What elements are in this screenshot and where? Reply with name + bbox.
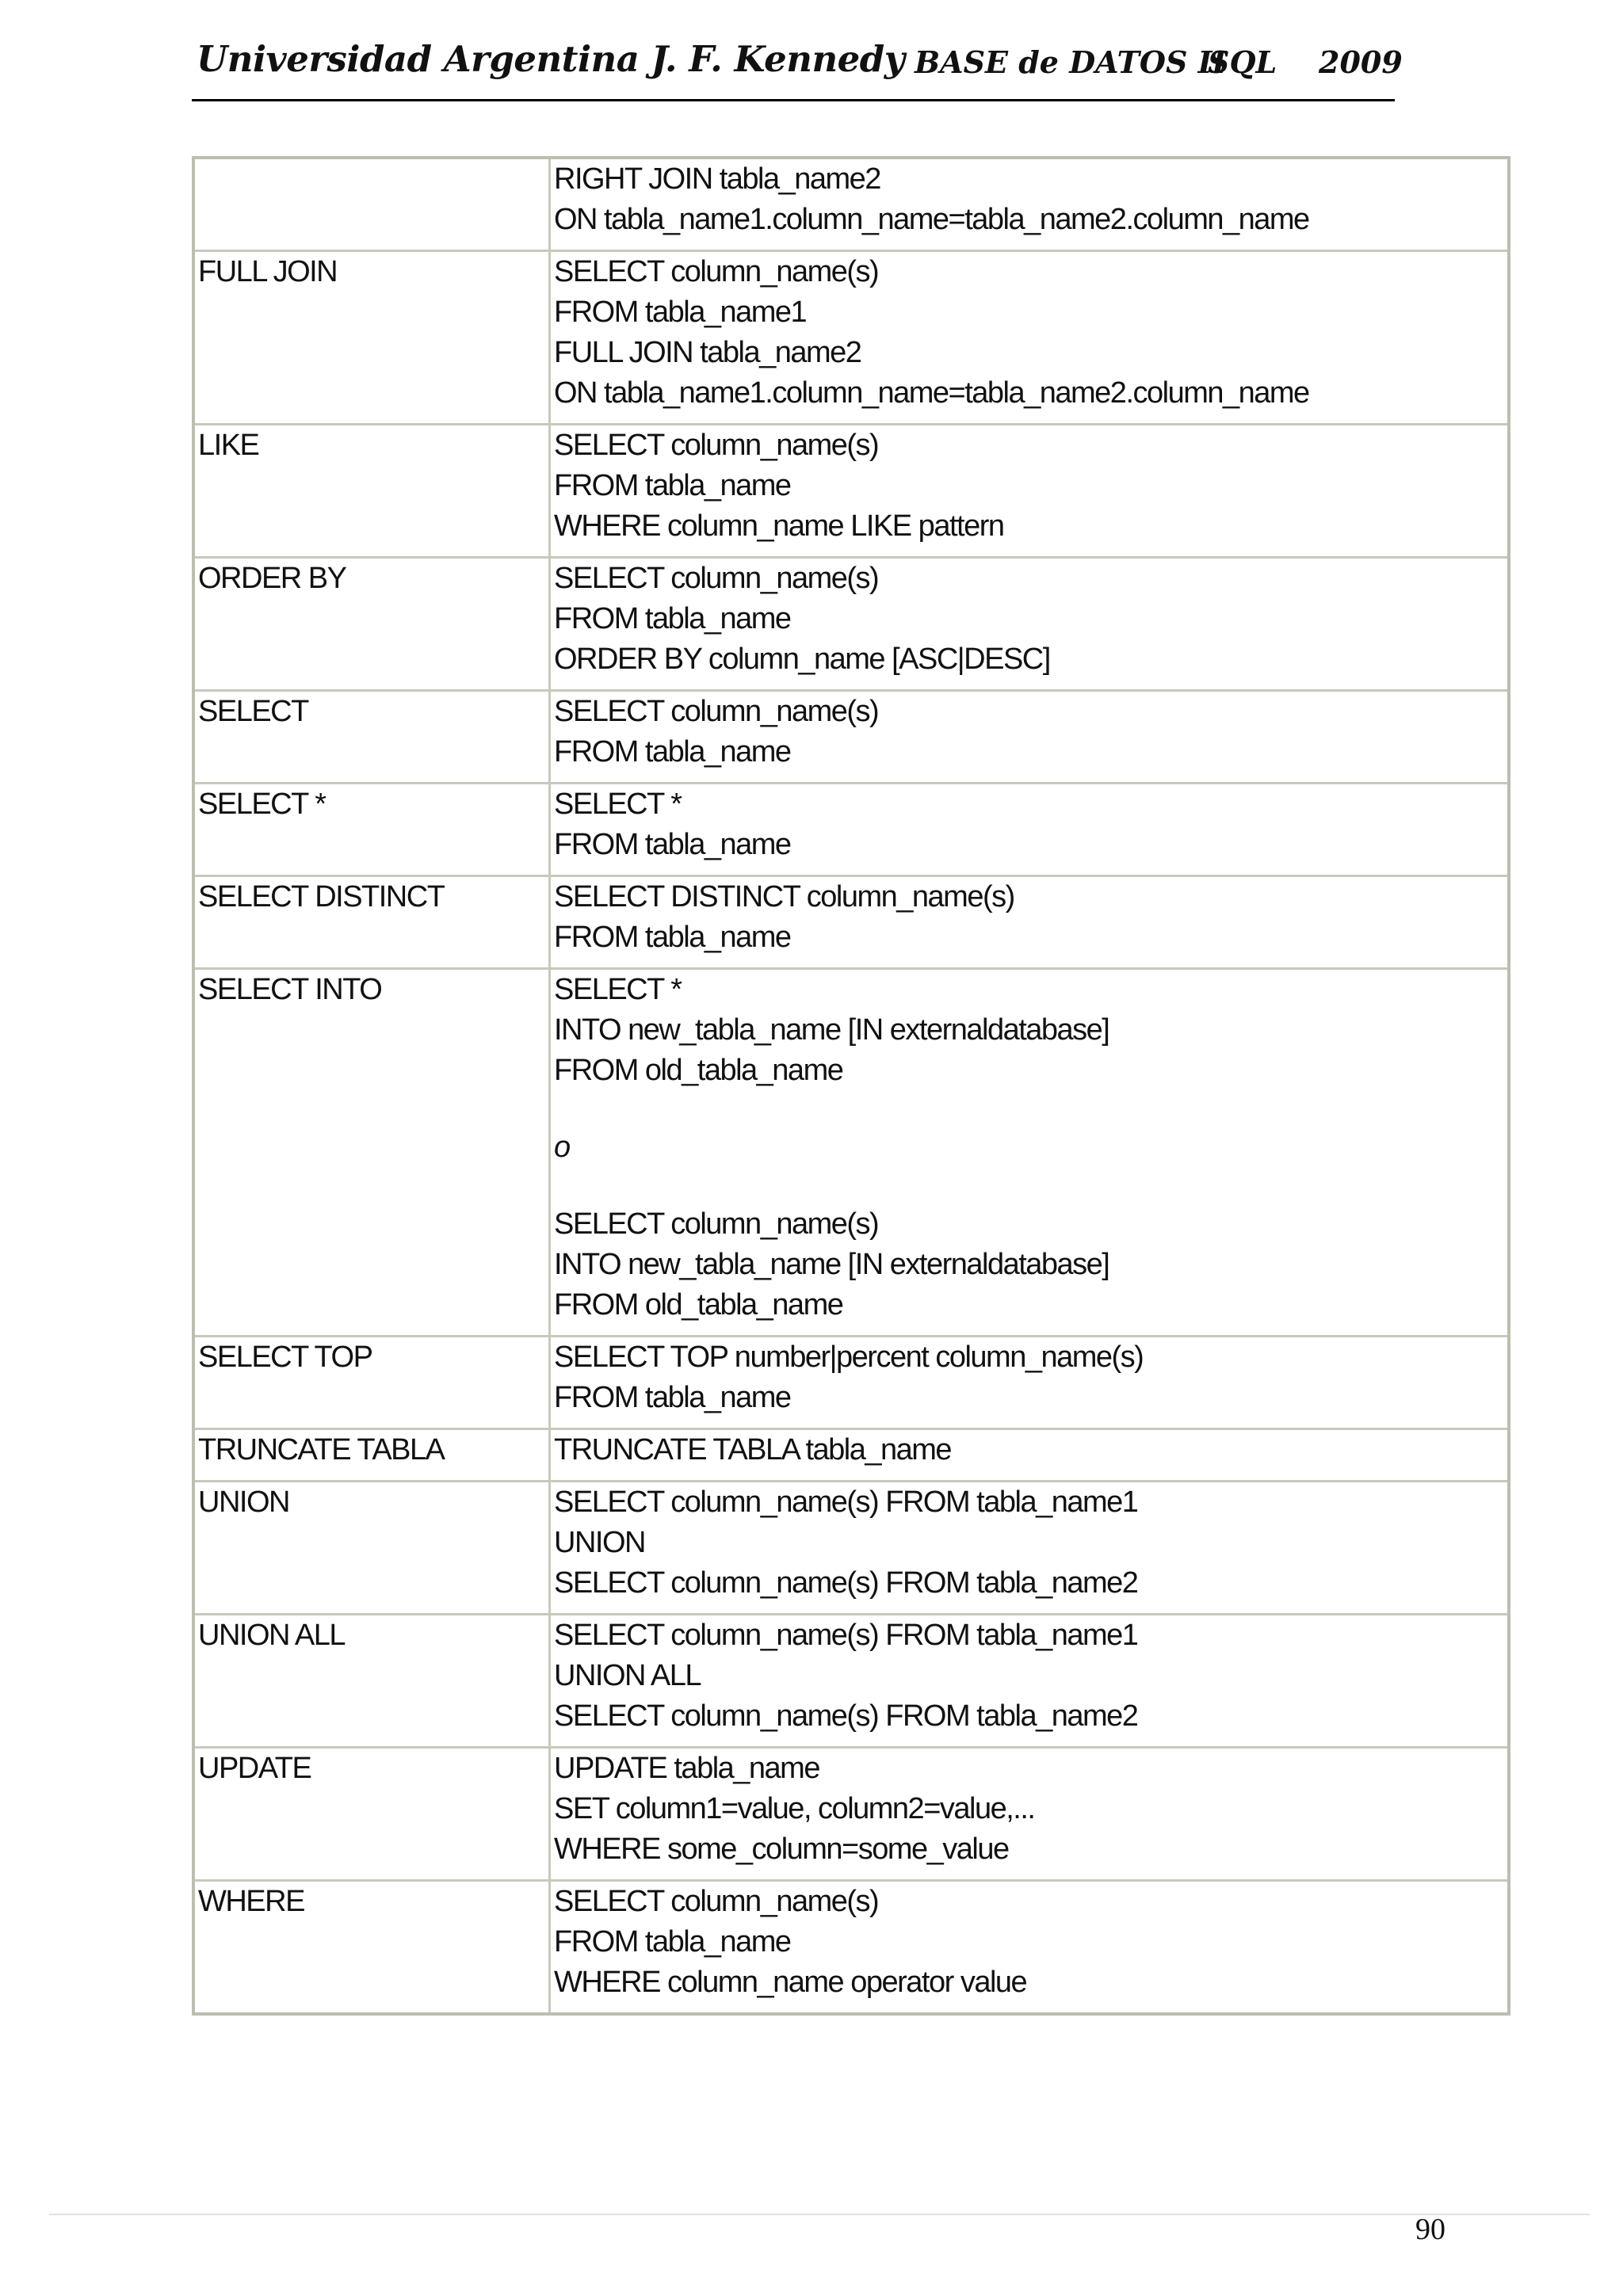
syntax-line: FROM tabla_name bbox=[554, 735, 791, 769]
command-cell: SELECT DISTINCT bbox=[193, 876, 550, 969]
syntax-cell bbox=[550, 876, 1510, 969]
page-header bbox=[192, 35, 1403, 101]
syntax-line: WHERE column_name operator value bbox=[554, 1966, 1027, 1999]
syntax-line: SELECT DISTINCT column_name(s) bbox=[554, 880, 1014, 913]
syntax-line: RIGHT JOIN tabla_name2 bbox=[554, 162, 880, 196]
syntax-line: o bbox=[554, 1131, 570, 1164]
syntax-line: SET column1=value, column2=value,... bbox=[554, 1792, 1035, 1825]
table-row bbox=[193, 1337, 1509, 1429]
table-row bbox=[193, 158, 1509, 251]
syntax-cell bbox=[550, 1482, 1510, 1615]
syntax-cell bbox=[550, 1748, 1510, 1881]
syntax-line: ON tabla_name1.column_name=tabla_name2.column_name bbox=[554, 203, 1309, 236]
command-cell: SELECT bbox=[193, 691, 550, 784]
syntax-line: FROM tabla_name bbox=[554, 1381, 791, 1414]
page-number: 90 bbox=[1415, 2213, 1445, 2246]
syntax-line: SELECT column_name(s) bbox=[554, 695, 879, 728]
table-row bbox=[193, 425, 1509, 558]
sql-reference-table bbox=[192, 156, 1510, 2016]
syntax-line: SELECT TOP number|percent column_name(s) bbox=[554, 1341, 1144, 1374]
year-label: 2009 bbox=[1319, 44, 1403, 80]
syntax-line: SELECT * bbox=[554, 788, 682, 821]
command-cell: TRUNCATE TABLA bbox=[193, 1429, 550, 1482]
syntax-line: SELECT column_name(s) bbox=[554, 429, 879, 462]
table-row bbox=[193, 784, 1509, 876]
syntax-line bbox=[554, 1168, 1504, 1204]
syntax-cell bbox=[550, 251, 1510, 425]
syntax-cell bbox=[550, 1881, 1510, 2015]
syntax-line: FROM tabla_name bbox=[554, 469, 791, 502]
syntax-line: ORDER BY column_name [ASC|DESC] bbox=[554, 643, 1050, 676]
syntax-line: FROM tabla_name bbox=[554, 828, 791, 861]
syntax-cell bbox=[550, 158, 1510, 251]
syntax-line: UNION bbox=[554, 1526, 645, 1559]
syntax-line: ON tabla_name1.column_name=tabla_name2.column_name bbox=[554, 376, 1309, 410]
syntax-line: WHERE column_name LIKE pattern bbox=[554, 509, 1004, 543]
command-cell bbox=[193, 158, 550, 251]
syntax-cell bbox=[550, 1615, 1510, 1748]
course-title: BASE de DATOS II bbox=[915, 44, 1227, 80]
command-cell: SELECT * bbox=[193, 784, 550, 876]
syntax-cell bbox=[550, 558, 1510, 691]
syntax-line: SELECT column_name(s) bbox=[554, 562, 879, 595]
table-row bbox=[193, 1615, 1509, 1748]
syntax-line: FROM old_tabla_name bbox=[554, 1288, 843, 1322]
syntax-line: TRUNCATE TABLA tabla_name bbox=[554, 1433, 952, 1466]
syntax-line: SELECT column_name(s) bbox=[554, 1207, 879, 1241]
table-row bbox=[193, 876, 1509, 969]
syntax-cell bbox=[550, 691, 1510, 784]
syntax-line bbox=[554, 1091, 1504, 1127]
table-row bbox=[193, 969, 1509, 1337]
syntax-cell bbox=[550, 1429, 1510, 1482]
syntax-cell bbox=[550, 1337, 1510, 1429]
university-name: Universidad Argentina J. F. Kennedy bbox=[197, 38, 905, 80]
table-row bbox=[193, 251, 1509, 425]
table-row bbox=[193, 558, 1509, 691]
syntax-line: SELECT column_name(s) bbox=[554, 1885, 879, 1918]
syntax-line: SELECT column_name(s) FROM tabla_name2 bbox=[554, 1699, 1138, 1733]
command-cell: UNION bbox=[193, 1482, 550, 1615]
syntax-line: SELECT column_name(s) FROM tabla_name2 bbox=[554, 1566, 1138, 1600]
syntax-line: SELECT column_name(s) FROM tabla_name1 bbox=[554, 1619, 1138, 1652]
command-cell: SELECT INTO bbox=[193, 969, 550, 1337]
syntax-cell bbox=[550, 425, 1510, 558]
syntax-line: UNION ALL bbox=[554, 1659, 701, 1692]
syntax-line: WHERE some_column=some_value bbox=[554, 1833, 1009, 1866]
command-cell: WHERE bbox=[193, 1881, 550, 2015]
syntax-cell bbox=[550, 784, 1510, 876]
footer-divider bbox=[49, 2214, 1590, 2215]
syntax-line: FROM tabla_name1 bbox=[554, 296, 807, 329]
syntax-line: FROM tabla_name bbox=[554, 921, 791, 954]
topic-label: SQL bbox=[1208, 44, 1277, 80]
syntax-line: FROM tabla_name bbox=[554, 602, 791, 635]
syntax-line: INTO new_tabla_name [IN externaldatabase] bbox=[554, 1013, 1109, 1047]
table-row bbox=[193, 1482, 1509, 1615]
command-cell: SELECT TOP bbox=[193, 1337, 550, 1429]
syntax-line: SELECT column_name(s) bbox=[554, 255, 879, 288]
syntax-line: FROM old_tabla_name bbox=[554, 1054, 843, 1087]
command-cell: FULL JOIN bbox=[193, 251, 550, 425]
table-row bbox=[193, 1748, 1509, 1881]
syntax-line: FULL JOIN tabla_name2 bbox=[554, 336, 861, 369]
syntax-cell bbox=[550, 969, 1510, 1337]
sql-reference-table-body bbox=[193, 158, 1509, 2014]
command-cell: LIKE bbox=[193, 425, 550, 558]
syntax-line: FROM tabla_name bbox=[554, 1925, 791, 1958]
command-cell: UPDATE bbox=[193, 1748, 550, 1881]
command-cell: ORDER BY bbox=[193, 558, 550, 691]
syntax-line: SELECT * bbox=[554, 973, 682, 1006]
table-row bbox=[193, 1429, 1509, 1482]
syntax-line: SELECT column_name(s) FROM tabla_name1 bbox=[554, 1486, 1138, 1519]
syntax-line: UPDATE tabla_name bbox=[554, 1752, 819, 1785]
table-row bbox=[193, 1881, 1509, 2015]
command-cell: UNION ALL bbox=[193, 1615, 550, 1748]
syntax-line: INTO new_tabla_name [IN externaldatabase] bbox=[554, 1248, 1109, 1281]
table-row bbox=[193, 691, 1509, 784]
